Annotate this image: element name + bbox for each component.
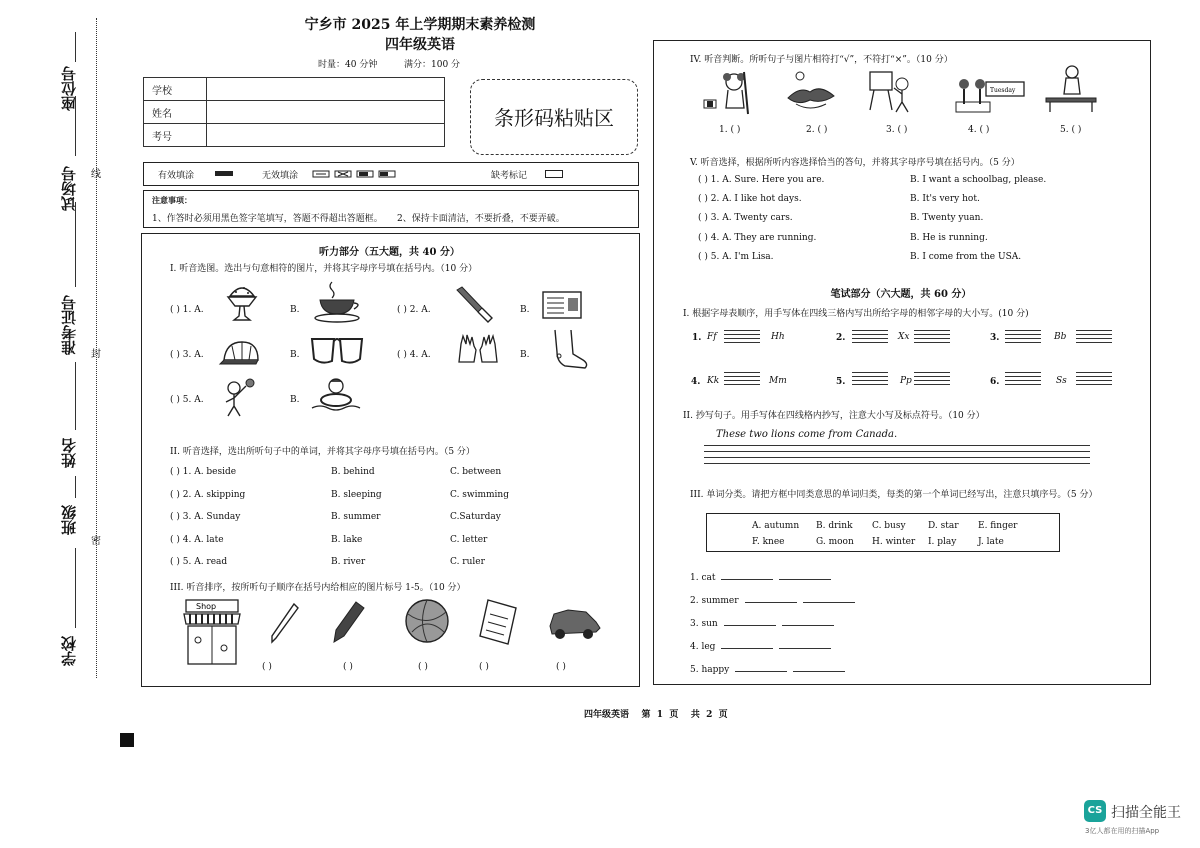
label-name: 姓名	[60, 438, 78, 468]
w3-word-c: C. busy	[872, 521, 906, 531]
info-field-school[interactable]	[207, 78, 445, 101]
w3-word-i: I. play	[928, 537, 957, 547]
w1-letter-3b: Bb	[1054, 332, 1067, 342]
teacher-desk-icon	[1044, 64, 1098, 114]
painting-easel-icon	[866, 70, 914, 114]
q5-row-5-b: B. I come from the USA.	[910, 252, 1022, 262]
notice-box	[143, 190, 639, 228]
blank-line	[75, 548, 76, 628]
exam-score: 满分：100 分	[404, 60, 461, 70]
barcode-area	[470, 79, 638, 155]
seal-char-xian: 线	[91, 169, 101, 180]
w3-word-j: J. late	[978, 537, 1004, 547]
hands-icon	[455, 332, 501, 366]
crayon-icon	[330, 600, 366, 644]
shop-sign-text: Shop	[196, 602, 217, 611]
w1-grid-5[interactable]	[852, 372, 888, 388]
q1-item-4-b: B.	[520, 350, 530, 360]
globe-ball-icon	[404, 598, 450, 644]
watermark-brand: 扫描全能王	[1111, 805, 1181, 821]
kid-with-ball-icon	[222, 378, 256, 418]
blank-line	[75, 32, 76, 62]
q2-row-1-c: C. between	[450, 467, 502, 477]
q3-blank-5[interactable]: ( )	[556, 662, 566, 672]
classroom-tuesday-icon	[952, 70, 1026, 116]
w1-num-4: 4.	[691, 377, 701, 387]
w1-letter-2b: Xx	[898, 332, 910, 342]
w3-cat-2	[690, 596, 855, 606]
w1-grid-6[interactable]	[1005, 372, 1041, 388]
writing-title: 笔试部分（六大题，共 60 分）	[830, 289, 972, 300]
legend-invalid: 无效填涂	[262, 171, 299, 181]
w1-grid-2b[interactable]	[914, 330, 950, 346]
label-seat-no: 座位号	[60, 66, 78, 111]
info-field-exam-no[interactable]	[207, 124, 445, 147]
q3-title: III. 听音排序，按所听句子顺序在括号内给相应的图片标号 1-5。（10 分）	[170, 583, 466, 593]
koala-flag-icon	[704, 72, 750, 114]
q1-item-3-b: B.	[290, 350, 300, 360]
exam-time: 时量：40 分钟	[318, 60, 378, 70]
w1-num-6: 6.	[990, 377, 1000, 387]
legend-valid: 有效填涂	[158, 171, 195, 181]
watermark-sub: 3亿人都在用的扫描App	[1085, 827, 1160, 835]
blank-line	[75, 202, 76, 287]
w3-cat-2-label: 2. summer	[690, 596, 739, 606]
w3-title: III. 单词分类。请把方框中同类意思的单词归类，每类的第一个单词已经写出，注意只填序号。（5 分）	[690, 490, 1098, 500]
q5-row-5-a[interactable]: ( ) 5. A. I'm Lisa.	[698, 252, 774, 262]
q5-row-1-a[interactable]: ( ) 1. A. Sure. Here you are.	[698, 175, 825, 185]
w3-word-e: E. finger	[978, 521, 1018, 531]
notebook-icon	[478, 598, 520, 646]
q4-title: IV. 听音判断。所听句子与图片相符打“√”，不符打“×”。（10 分）	[690, 55, 953, 65]
q5-row-1-b: B. I want a schoolbag, please.	[910, 175, 1047, 185]
hot-drink-icon	[314, 278, 364, 324]
page-title: 宁乡市 2025 年上学期期末素养检测	[304, 17, 536, 33]
q1-item-1[interactable]: ( ) 1. A.	[170, 305, 204, 315]
w2-copy-grid[interactable]	[704, 445, 1090, 467]
q2-row-4-c: C. letter	[450, 535, 488, 545]
cap-icon	[220, 338, 262, 368]
w3-word-b: B. drink	[816, 521, 853, 531]
w1-letter-1b: Hh	[771, 332, 785, 342]
q4-item-2[interactable]: 2. ( )	[806, 125, 828, 135]
w1-grid-3b[interactable]	[1076, 330, 1112, 346]
weather-scene-icon	[786, 70, 836, 112]
label-exam-room: 试场号	[60, 166, 78, 211]
glasses-icon	[310, 333, 364, 367]
q1-item-5[interactable]: ( ) 5. A.	[170, 395, 204, 405]
barcode-label: 条形码粘贴区	[494, 106, 614, 130]
q5-row-2-a[interactable]: ( ) 2. A. I like hot days.	[698, 194, 802, 204]
blank-line	[75, 476, 76, 498]
invalid-mark-samples	[312, 169, 402, 179]
w3-blank[interactable]	[735, 671, 787, 672]
label-class: 班级	[60, 505, 78, 535]
listening-title: 听力部分（五大题，共 40 分）	[319, 247, 460, 258]
info-label-school: 学校	[144, 78, 207, 101]
w3-cat-4	[690, 642, 831, 652]
q2-row-2-c: C. swimming	[450, 490, 509, 500]
w3-word-d: D. star	[928, 521, 959, 531]
seal-char-mi: 密	[91, 536, 101, 547]
swimming-kid-icon	[308, 376, 364, 416]
blank-line	[75, 96, 76, 156]
q1-item-4[interactable]: ( ) 4. A.	[397, 350, 431, 360]
knife-icon	[454, 284, 494, 324]
w2-title: II. 抄写句子。用手写体在四线格内抄写，注意大小写及标点符号。（10 分）	[683, 411, 985, 421]
q5-row-3-b: B. Twenty yuan.	[910, 213, 984, 223]
q3-blank-1[interactable]: ( )	[262, 662, 272, 672]
foot-icon	[545, 328, 589, 374]
w3-cat-1-label: 1. cat	[690, 573, 716, 583]
w3-blank[interactable]	[779, 579, 831, 580]
w3-cat-1	[690, 573, 831, 583]
w1-grid-3[interactable]	[1005, 330, 1041, 346]
q3-blank-4[interactable]: ( )	[479, 662, 489, 672]
valid-mark-sample	[215, 171, 233, 176]
q5-title: V. 听音选择，根据所听内容选择恰当的答句，并将其字母序号填在括号内。（5 分）	[690, 158, 1020, 168]
w3-blank[interactable]	[793, 671, 845, 672]
w3-word-g: G. moon	[816, 537, 854, 547]
w1-grid-5b[interactable]	[914, 372, 950, 388]
info-field-name[interactable]	[207, 101, 445, 124]
q2-row-5-b: B. river	[331, 557, 366, 567]
shop-icon	[184, 598, 242, 668]
q2-row-4-b: B. lake	[331, 535, 363, 545]
fill-legend-bar	[143, 162, 639, 186]
w3-blank[interactable]	[721, 579, 773, 580]
q3-blank-3[interactable]: ( )	[418, 662, 428, 672]
label-exam-id: 准考证号	[60, 295, 78, 355]
w1-num-5: 5.	[836, 377, 846, 387]
q1-item-3[interactable]: ( ) 3. A.	[170, 350, 204, 360]
q5-row-4-a[interactable]: ( ) 4. A. They are running.	[698, 233, 817, 243]
w1-letter-4a: Kk	[707, 376, 720, 386]
legend-absent: 缺考标记	[491, 171, 528, 181]
label-school: 学校	[60, 636, 78, 666]
q2-row-3-b: B. summer	[331, 512, 381, 522]
q2-row-1-a[interactable]: ( ) 1. A. beside	[170, 467, 237, 477]
w1-letter-6b: Ss	[1056, 376, 1067, 386]
id-card-icon	[542, 290, 582, 320]
toy-car-icon	[546, 604, 602, 640]
page-footer: 四年级英语 第 1 页 共 2 页	[584, 710, 728, 720]
q2-row-4-a[interactable]: ( ) 4. A. late	[170, 535, 224, 545]
w3-cat-3-label: 3. sun	[690, 619, 718, 629]
q1-item-1-b: B.	[290, 305, 300, 315]
pencil-icon	[268, 602, 298, 644]
blank-line	[75, 362, 76, 430]
absent-mark-box[interactable]	[545, 170, 563, 178]
q2-row-5-a[interactable]: ( ) 5. A. read	[170, 557, 228, 567]
q4-item-1[interactable]: 1. ( )	[719, 125, 741, 135]
info-label-exam-no: 考号	[144, 124, 207, 147]
w3-blank[interactable]	[803, 602, 855, 603]
q4-item-3[interactable]: 3. ( )	[886, 125, 908, 135]
w1-grid-1[interactable]	[724, 330, 760, 346]
q3-blank-2[interactable]: ( )	[343, 662, 353, 672]
q1-title: I. 听音选图。选出与句意相符的图片，并将其字母序号填在括号内。（10 分）	[170, 264, 478, 274]
w1-grid-6b[interactable]	[1076, 372, 1112, 388]
w3-word-a: A. autumn	[752, 521, 800, 531]
w3-word-h: H. winter	[872, 537, 916, 547]
page-subtitle: 四年级英语	[385, 37, 455, 53]
w1-grid-4[interactable]	[724, 372, 760, 388]
seal-char-feng: 封	[91, 349, 101, 360]
w1-letter-5b: Pp	[900, 376, 912, 386]
q4-item-5[interactable]: 5. ( )	[1060, 125, 1082, 135]
q5-row-2-b: B. It's very hot.	[910, 194, 980, 204]
notice-text: 1、作答时必须用黑色签字笔填写，答题不得超出答题框。 2、保持卡面清洁，不要折叠，不要弄破。	[152, 214, 565, 224]
q2-row-2-a[interactable]: ( ) 2. A. skipping	[170, 490, 246, 500]
q1-item-2-b: B.	[520, 305, 530, 315]
w3-cat-4-label: 4. leg	[690, 642, 716, 652]
w3-blank[interactable]	[721, 648, 773, 649]
w3-blank[interactable]	[745, 602, 797, 603]
w1-num-3: 3.	[990, 333, 1000, 343]
q1-item-5-b: B.	[290, 395, 300, 405]
w3-word-f: F. knee	[752, 537, 785, 547]
camscanner-logo: CS	[1084, 800, 1106, 822]
q5-row-3-a[interactable]: ( ) 3. A. Twenty cars.	[698, 213, 793, 223]
q2-row-3-c: C.Saturday	[450, 512, 501, 522]
w1-num-2: 2.	[836, 333, 846, 343]
w2-sentence: These two lions come from Canada.	[716, 429, 898, 440]
w3-blank[interactable]	[782, 625, 834, 626]
w1-letter-4b: Mm	[769, 376, 787, 386]
right-section-box	[653, 40, 1151, 685]
q2-row-2-b: B. sleeping	[331, 490, 382, 500]
w1-num-1: 1.	[692, 333, 702, 343]
w3-cat-5-label: 5. happy	[690, 665, 730, 675]
q2-row-3-a[interactable]: ( ) 3. A. Sunday	[170, 512, 241, 522]
q2-row-5-c: C. ruler	[450, 557, 485, 567]
w1-title: I. 根据字母表顺序，用手写体在四线三格内写出所给字母的相邻字母的大小写。(10 分)	[683, 309, 1029, 319]
w3-cat-3	[690, 619, 834, 629]
w1-letter-1a: Ff	[707, 332, 717, 342]
board-tuesday-text: Tuesday	[990, 87, 1016, 94]
q4-item-4[interactable]: 4. ( )	[968, 125, 990, 135]
ice-cream-sundae-icon	[224, 280, 260, 322]
student-info-table	[143, 77, 445, 147]
q1-item-2[interactable]: ( ) 2. A.	[397, 305, 431, 315]
q2-title: II. 听音选择，选出所听句子中的单词，并将其字母序号填在括号内。（5 分）	[170, 447, 475, 457]
q5-row-4-b: B. He is running.	[910, 233, 988, 243]
w1-grid-2[interactable]	[852, 330, 888, 346]
w3-cat-5	[690, 665, 845, 675]
notice-title: 注意事项：	[152, 195, 192, 205]
registration-mark	[120, 733, 134, 747]
w3-blank[interactable]	[779, 648, 831, 649]
w3-blank[interactable]	[724, 625, 776, 626]
info-label-name: 姓名	[144, 101, 207, 124]
q2-row-1-b: B. behind	[331, 467, 375, 477]
